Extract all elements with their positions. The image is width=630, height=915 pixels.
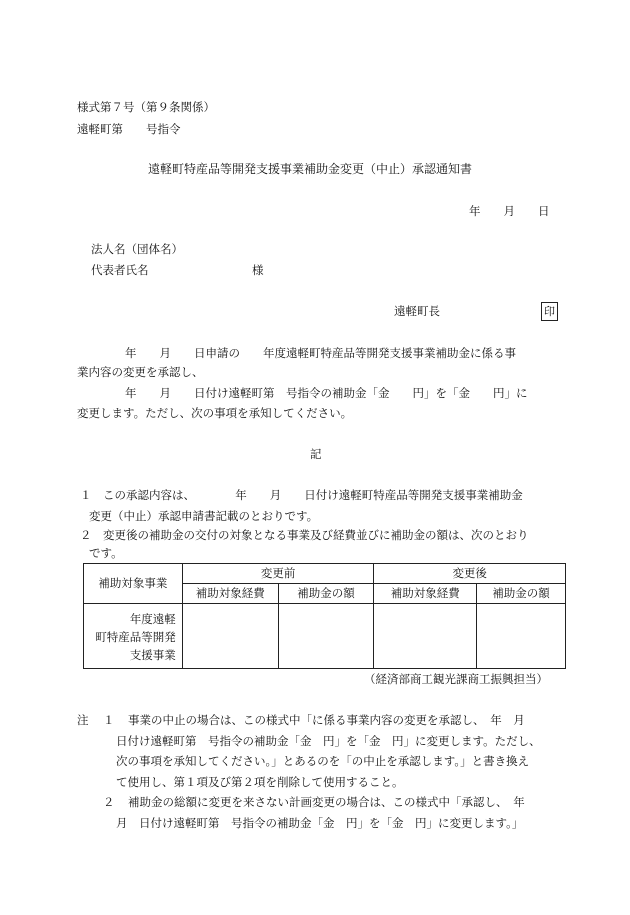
representative-label: 代表者氏名 xyxy=(91,263,149,277)
contact-department: （経済部商工観光課商工振興担当） xyxy=(364,672,548,686)
item-2-line-2: です。 xyxy=(89,546,123,560)
cell-cost-before xyxy=(182,604,278,669)
project-cell xyxy=(84,604,183,669)
document-title: 遠軽町特産品等開発支援事業補助金変更（中止）承認通知書 xyxy=(148,162,473,176)
note-1-line-1: 事業の中止の場合は、この様式中「に係る事業内容の変更を承認し、 年 月 xyxy=(128,713,525,727)
body-line-4: 変更します。ただし、次の事項を承知してください。 xyxy=(77,406,353,420)
form-number: 様式第７号（第９条関係） xyxy=(77,100,215,114)
body-line-1: 年 月 日申請の 年度遠軽町特産品等開発支援事業補助金に係る事 xyxy=(125,346,516,360)
cell-amount-before xyxy=(278,604,374,669)
header-after: 変更後 xyxy=(374,564,566,584)
subsidy-table xyxy=(83,563,566,669)
header-amount-before: 補助金の額 xyxy=(278,584,374,604)
note-1-line-2: 日付け遠軽町第 号指令の補助金「金 円」を「金 円」に変更します。ただし、 xyxy=(116,734,541,748)
ki-heading: 記 xyxy=(310,447,322,461)
note-1-line-4: て使用し、第１項及び第２項を削除して使用すること。 xyxy=(116,775,404,789)
cell-cost-after xyxy=(374,604,477,669)
body-line-3: 年 月 日付け遠軽町第 号指令の補助金「金 円」を「金 円」に xyxy=(125,386,528,400)
seal-mark: 印 xyxy=(541,302,558,321)
issue-date: 年 月 日 xyxy=(469,204,550,218)
project-line-1: 年度遠軽 xyxy=(129,612,176,626)
honorific: 様 xyxy=(252,263,264,277)
item-2-number: ２ xyxy=(80,528,92,542)
item-1-line-1: この承認内容は、 年 月 日付け遠軽町特産品等開発支援事業補助金 xyxy=(103,488,523,502)
note-1-line-3: 次の事項を承知してください。」とあるのを「の中止を承認します。」と書き換え xyxy=(116,754,530,768)
body-line-2: 業内容の変更を承認し、 xyxy=(77,365,204,379)
header-cost-after: 補助対象経費 xyxy=(374,584,477,604)
header-cost-before: 補助対象経費 xyxy=(182,584,278,604)
note-1-number: １ xyxy=(103,713,115,727)
cell-amount-after xyxy=(477,604,566,669)
note-2-number: ２ xyxy=(103,795,115,809)
note-2-line-1: 補助金の総額に変更を来さない計画変更の場合は、この様式中「承認し、 年 xyxy=(128,795,525,809)
item-1-line-2: 変更（中止）承認申請書記載のとおりです。 xyxy=(89,509,319,523)
header-amount-after: 補助金の額 xyxy=(477,584,566,604)
header-project: 補助対象事業 xyxy=(84,564,183,604)
project-line-3: 支援事業 xyxy=(129,648,176,662)
command-number: 遠軽町第 号指令 xyxy=(77,122,181,136)
issuer-name: 遠軽町長 xyxy=(394,304,440,318)
item-1-number: １ xyxy=(80,488,92,502)
note-2-line-2: 月 日付け遠軽町第 号指令の補助金「金 円」を「金 円」に変更します。」 xyxy=(116,816,524,830)
corp-name-label: 法人名（団体名） xyxy=(91,242,183,256)
header-before: 変更前 xyxy=(182,564,374,584)
item-2-line-1: 変更後の補助金の交付の対象となる事業及び経費並びに補助金の額は、次のとおり xyxy=(103,528,529,542)
project-line-2: 町特産品等開発 xyxy=(95,630,176,644)
notes-label: 注 xyxy=(77,713,89,727)
